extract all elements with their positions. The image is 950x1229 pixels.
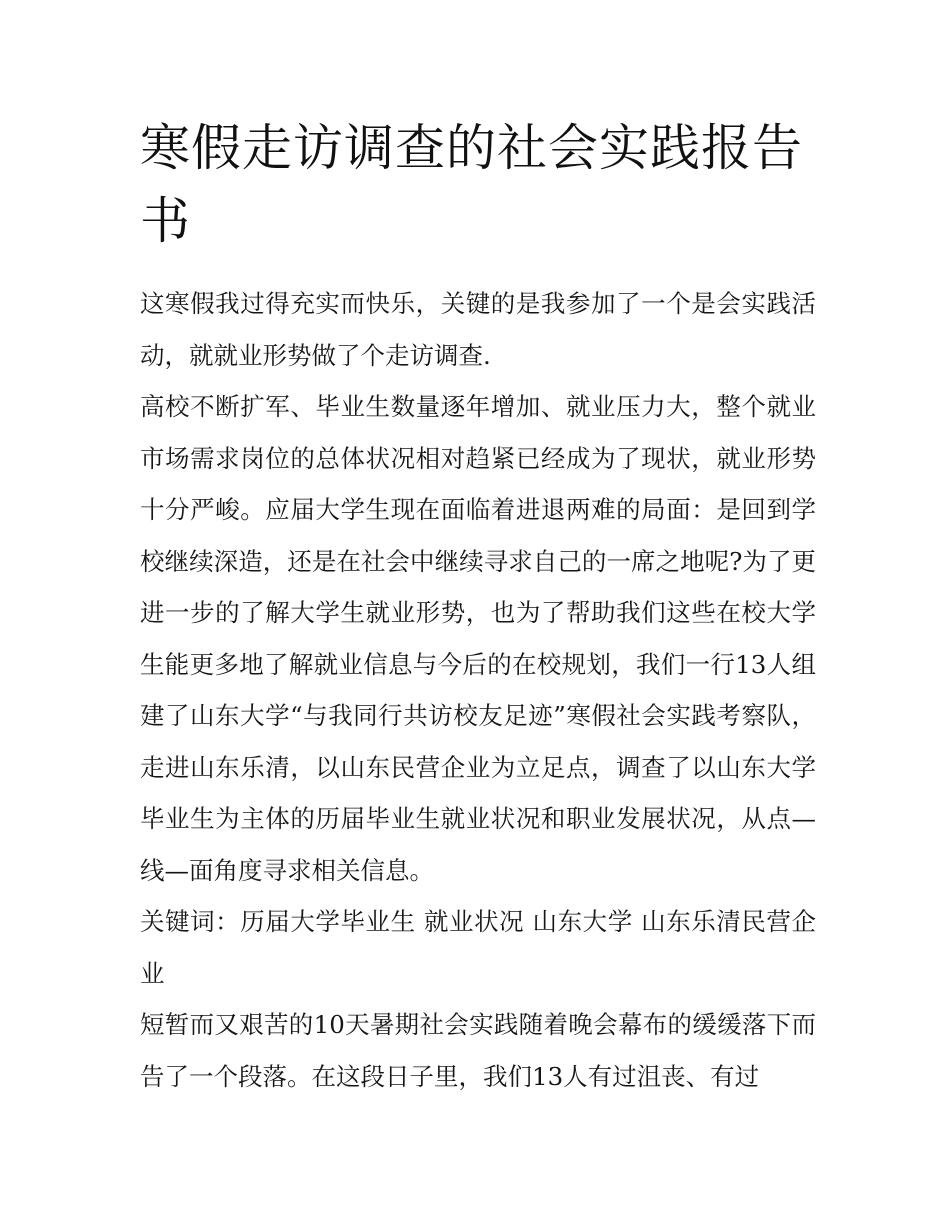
document-body: [140, 278, 816, 1102]
paragraph-background: 高校不断扩军、毕业生数量逐年增加、就业压力大，整个就业市场需求岗位的总体状况相对趋紧已经成为了现状，就业形势十分严峻。应届大学生现在面临着进退两难的局面：是回到学校继续深造，还是在社会中继续寻求自己的一席之地呢?为了更进一步的了解大学生就业形势，也为了帮助我们这些在校大学生能更多地了解就业信息与今后的在校规划，我们一行13人组建了山东大学“与我同行共访校友足迹”寒假社会实践考察队，走进山东乐清，以山东民营企业为立足点，调查了以山东大学毕业生为主体的历届毕业生就业状况和职业发展状况，从点—线—面角度寻求相关信息。: [140, 392, 816, 885]
document-title: 寒假走访调查的社会实践报告书: [140, 119, 803, 250]
paragraph-intro: 这寒假我过得充实而快乐，关键的是我参加了一个是会实践活动，就就业形势做了个走访调查.: [140, 289, 816, 370]
paragraph-summary: 短暂而又艰苦的10天暑期社会实践随着晚会幕布的缓缓落下而告了一个段落。在这段日子里，我们13人有过沮丧、有过: [140, 1010, 816, 1091]
paragraph-keywords: 关键词：历届大学毕业生 就业状况 山东大学 山东乐清民营企业: [140, 907, 816, 988]
